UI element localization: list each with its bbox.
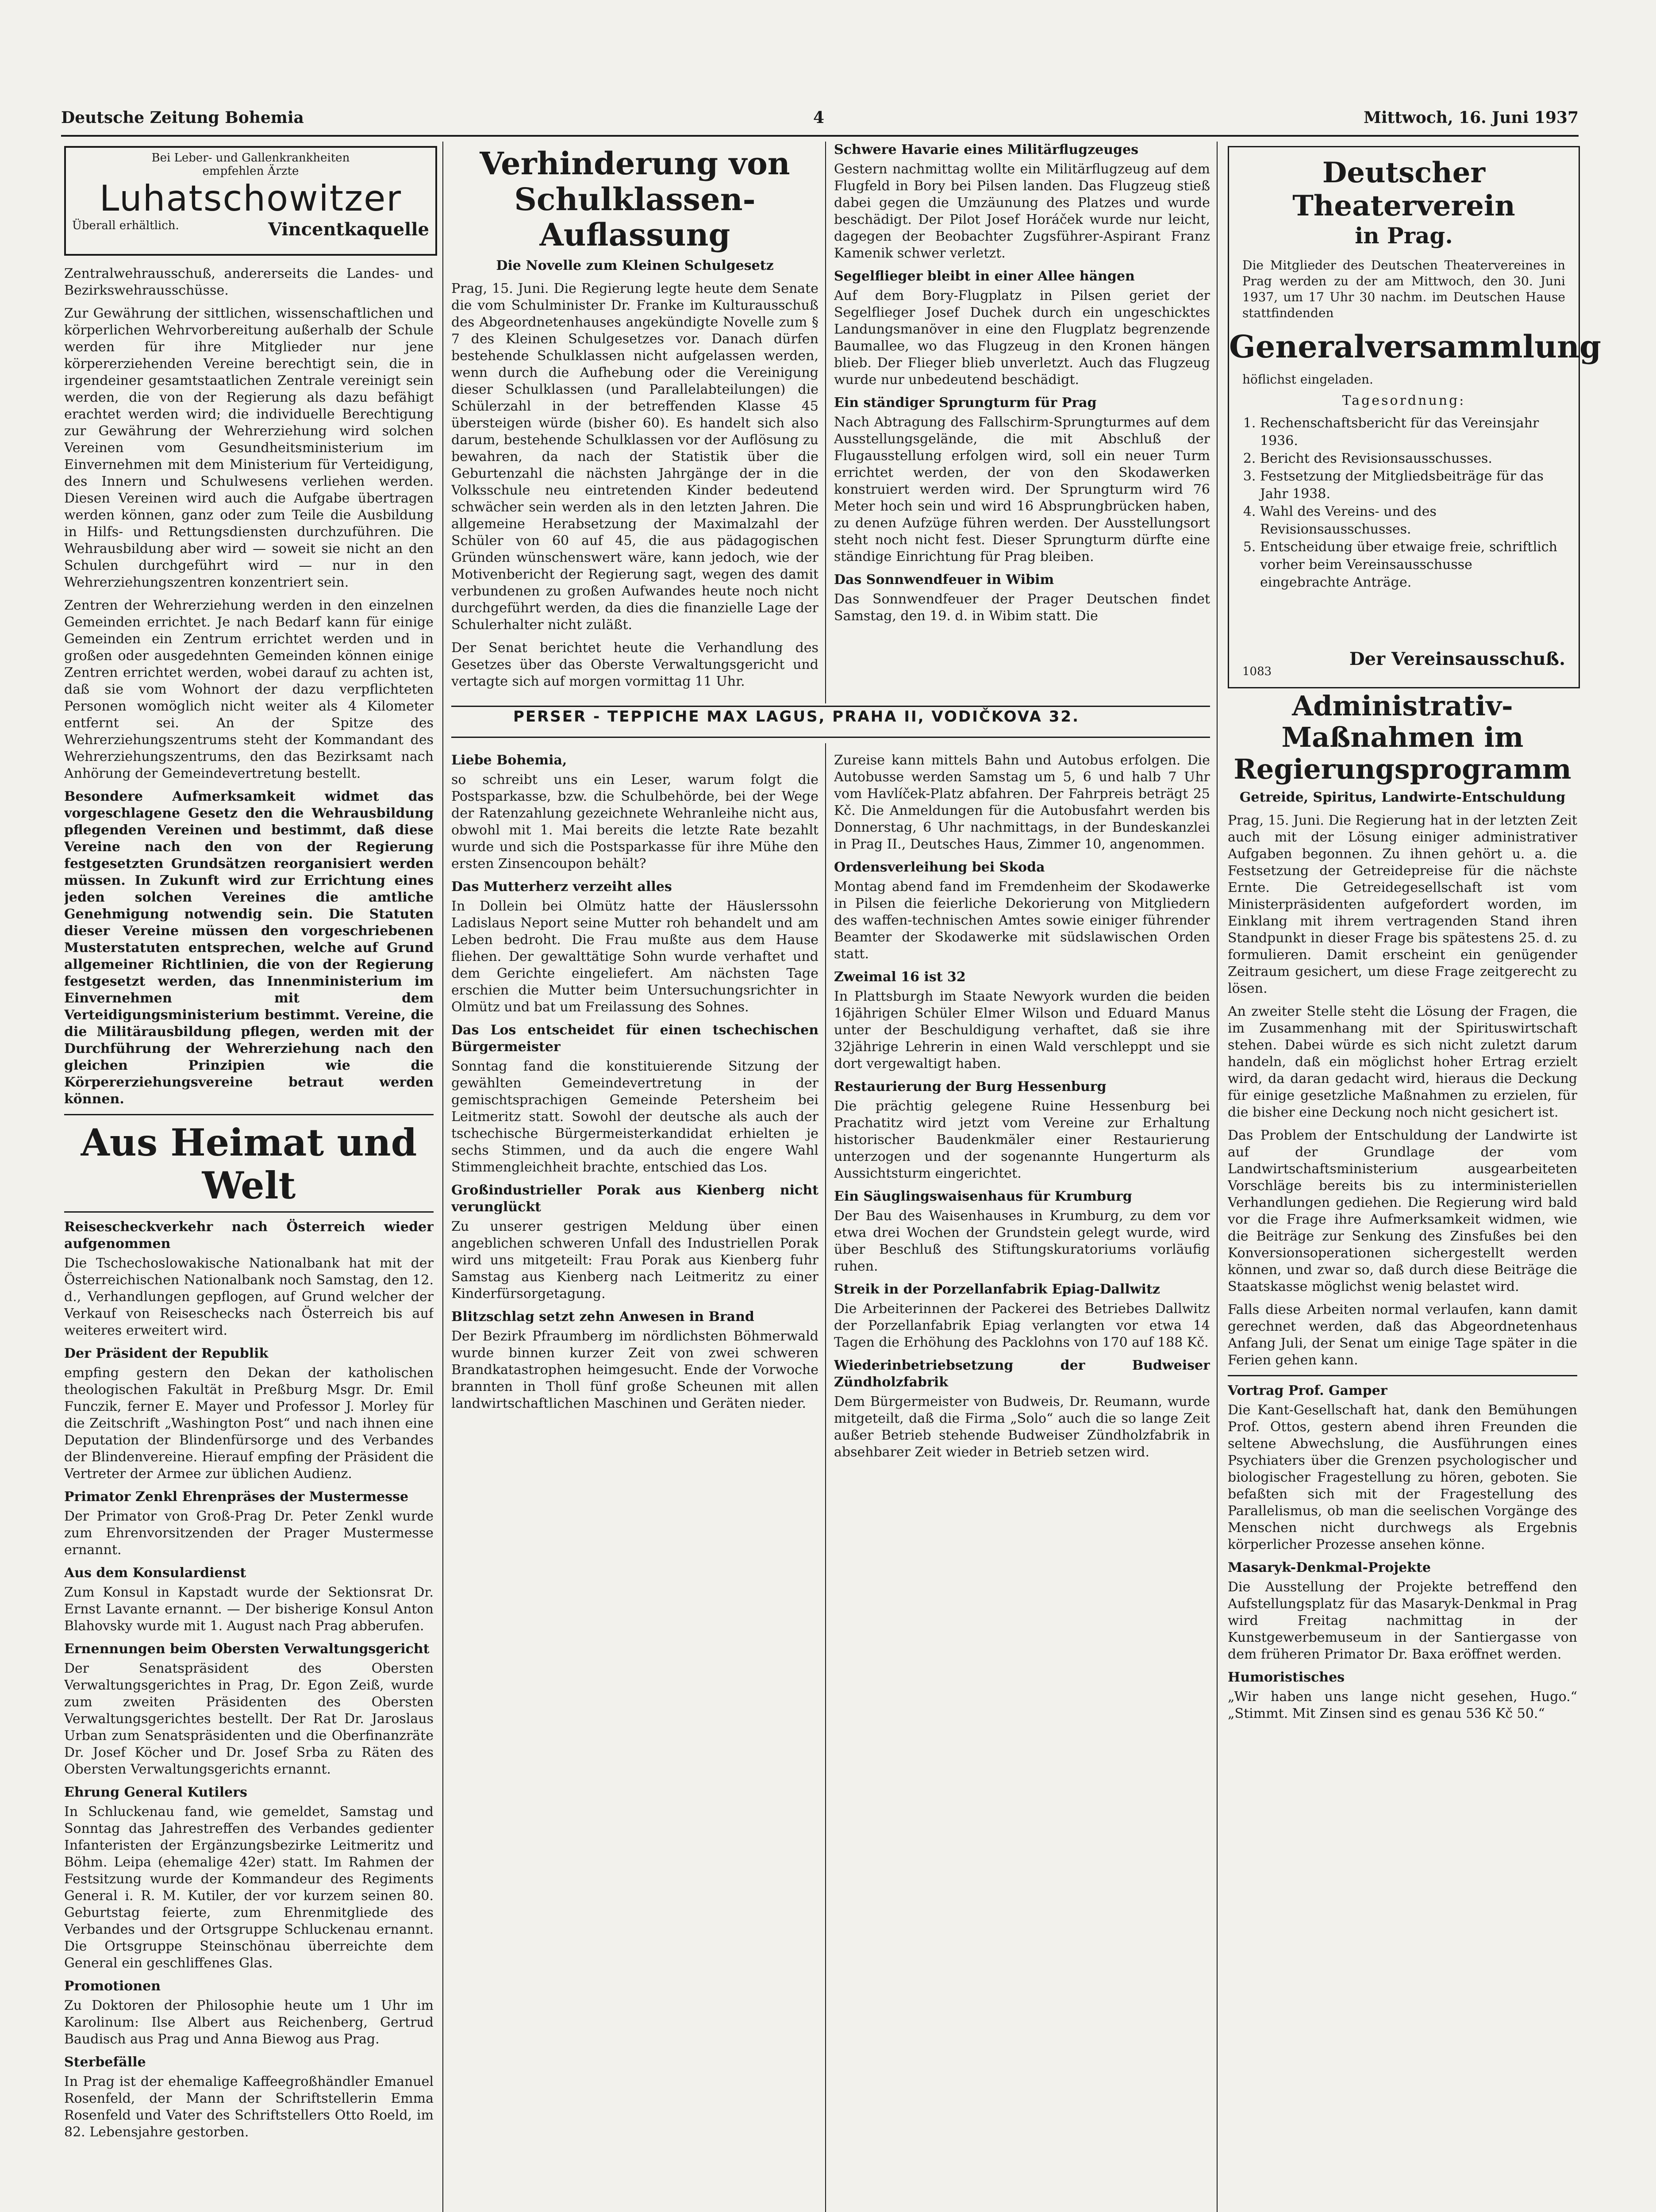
article-paragraph: Der Senat berichtet heute die Verhandlung des Gesetzes über das Oberste Verwaltungsgericht und vertagte sich auf morgen vormittag 11 Uhr. xyxy=(451,640,818,689)
item-text: Die Arbeiterinnen der Packerei des Betriebes Dallwitz der Porzellanfabrik Epiag verlangten vor etwa 14 Tagen die Erhöhung des Packlohns von 170 auf 188 Kč. xyxy=(834,1301,1210,1350)
item-title: Das Mutterherz verzeiht alles xyxy=(451,879,672,895)
ad-brand: Luhatschowitzer xyxy=(99,178,402,219)
item-text: „Wir haben uns lange nicht gesehen, Hugo.“ „Stimmt. Mit Zinsen sind es genau 536 Kč 50.“ xyxy=(1228,1689,1577,1721)
ad-line2: empfehlen Ärzte xyxy=(202,165,299,178)
section-title: Aus Heimat und Welt xyxy=(81,1121,417,1207)
agenda-item: 3. Festsetzung der Mitgliedsbeiträge für das Jahr 1938. xyxy=(1260,468,1565,503)
section-rule xyxy=(64,1211,434,1213)
banner-rule-top xyxy=(451,706,1210,707)
column-divider-2 xyxy=(825,142,826,703)
col1-paragraph: Besondere Aufmerksamkeit widmet das vorgeschlagene Gesetz den die Wehrausbildung pflegenden Vereinen und bestimmt, daß diese Vereine nach den von der Regierung festgesetzten Grundsätzen reorganisiert werden müssen. In Zukunft wird zur Errichtung eines jeden solchen Vereines die amtliche Genehmigung notwendig sein. Die Statuten dieser Vereine müssen den vorgeschriebenen Musterstatuten entsprechen, welche auf Grund allgemeiner Richtlinien, die von der Regierung festgesetzt werden, das Innenministerium im Einvernehmen mit dem Verteidigungsministerium bestimmt. Vereine, die die Militärausbildung pflegen, werden mit der Durchführung der Wehrerziehung nach den gleichen Prinzipien wie die Körpererziehungsvereine betraut werden können. xyxy=(64,789,434,1107)
item-text: In Plattsburgh im Staate Newyork wurden die beiden 16jährigen Schüler Elmer Wilson und Eduard Manus unter der Beschuldigung verhaftet, daß sie ihre 32jährige Lehrerin in einen Wald verschleppt und sie dort vergewaltigt haben. xyxy=(834,989,1210,1071)
item-title: Das Sonnwendfeuer in Wibim xyxy=(834,572,1054,588)
item-title: Promotionen xyxy=(64,1978,161,1994)
col1-paragraph: Zentralwehrausschuß, andererseits die Landes- und Bezirkswehrausschüsse. xyxy=(64,266,434,298)
item-text: Die Tschechoslowakische Nationalbank hat mit der Österreichischen Nationalbank noch Samstag, den 12. d., Verhandlungen gepflogen, auf Grund welcher der Verkauf von Reiseschecks nach Österreich bis auf weiteres erweitert wird. xyxy=(64,1256,434,1339)
item-text: Gestern nachmittag wollte ein Militärflugzeug auf dem Flugfeld in Bory bei Pilsen landen. Das Flugzeug stieß dabei gegen die Umzäunung des Platzes und wurde beschädigt. Der Pilot Josef Horáček wurde nur leicht, dagegen der Beobachter Zugsführer-Aspirant Franz Kamenik schwer verletzt. xyxy=(834,161,1210,261)
theater-signature: Der Vereinsausschuß. xyxy=(1349,649,1565,669)
item-text: Dem Bürgermeister von Budweis, Dr. Reumann, wurde mitgeteilt, daß die Firma „Solo“ auch die so lange Zeit außer Betrieb stehende Budweiser Zündholzfabrik in absehbarer Zeit wieder in Betrieb setzen wird. xyxy=(834,1394,1210,1460)
ad-foot xyxy=(66,219,435,240)
item-text: Nach Abtragung des Fallschirm-Sprungturmes auf dem Ausstellungsgelände, die mit Abschluß der Flugausstellung erfolgen wird, soll ein neuer Turm errichtet werden, der von den Skodawerken konstruiert werden wird. Der Sprungturm wird 76 Meter hoch sein und wird 16 Absprungbrücken haben, zu denen Aufzüge führen werden. Der Ausstellungsort steht noch nicht fest. Dieser Sprungturm dürfte eine ständige Einrichtung für Prag bleiben. xyxy=(834,415,1210,565)
item-text: Der Bau des Waisenhauses in Krumburg, zu dem vor etwa drei Wochen der Grundstein gelegt wurde, wird über Beschluß des Stiftungskuratoriums vorläufig ruhen. xyxy=(834,1208,1210,1274)
item-title: Der Präsident der Republik xyxy=(64,1346,269,1362)
item-title: Ein Säuglingswaisenhaus für Krumburg xyxy=(834,1189,1132,1204)
item-text: so schreibt uns ein Leser, warum folgt die Postsparkasse, bzw. die Schulbehörde, bei der Wege der Ratenzahlung gezeichnete Wehranleihe nicht aus, obwohl mit 1. Mai bereits die letzte Rate bezahlt wurde und sich die Postsparkasse für ihre Mühe den ersten Zinsencoupon behält? xyxy=(451,772,818,872)
article-paragraph: Prag, 15. Juni. Die Regierung legte heute dem Senate die vom Schulminister Dr. Franke im Kulturausschuß des Abgeordnetenhauses angekündigte Novelle zum § 7 des Kleinen Schulgesetzes vor. Danach dürfen bestehende Schulklassen nicht aufgelassen werden, wenn durch die Aufhebung oder die Vereinigung dieser Schulklassen (und Parallelabteilungen) die Schülerzahl in der betreffenden Klasse 45 übersteigen würde (bisher 60). Es handelt sich also darum, bestehende Schulklassen vor der Auflösung zu bewahren, da nach der Statistik über die Geburtenzahl die nächsten Jahrgänge der in die Volksschule neu eintretenden Kinder bedeutend schwächer sein werden als in den letzten Jahren. Die allgemeine Herabsetzung der Maximalzahl der Schüler von 60 auf 45, die aus pädagogischen Gründen wünschenswert wäre, kann jedoch, wie der Motivenbericht der Regierung sagt, wegen des damit verbundenen zu großen Aufwandes heute noch nicht durchgeführt werden, da dies die finanzielle Lage der Schulerhalter nicht zuläßt. xyxy=(451,280,818,633)
item-text: In Schluckenau fand, wie gemeldet, Samstag und Sonntag das Jahrestreffen des Verbandes gedienter Infanteristen der Ergänzungsbezirke Leitmeritz und Böhm. Leipa (ehemalige 42er) statt. Im Rahmen der Festsitzung wurde der Kommandeur des Regiments General i. R. M. Kutiler, der vor kurzem seinen 80. Geburtstag feierte, zum Ehrenmitgliede des Verbandes und der Ortsgruppe Schluckenau ernannt. Die Ortsgruppe Steinschönau überreichte dem General ein geschliffenes Glas. xyxy=(64,1804,434,1971)
item-text: Die Ausstellung der Projekte betreffend den Aufstellungsplatz für das Masaryk-Denkmal in Prag wird Freitag nachmittag in der Kunstgewerbemuseum in der Santiergasse von dem früheren Primator Dr. Baxa eröffnet werden. xyxy=(1228,1579,1577,1662)
item-text: In Prag ist der ehemalige Kaffeegroßhändler Emanuel Rosenfeld, der Mann der Schriftstellerin Emma Rosenfeld und Vater des Schriftstellers Otto Roeld, im 82. Lebensjahre gestorben. xyxy=(64,2074,434,2140)
article-subhead: Getreide, Spiritus, Landwirte-Entschuldung xyxy=(1239,789,1566,805)
col1-paragraph: Zentren der Wehrerziehung werden in den einzelnen Gemeinden errichtet. Je nach Bedarf kann für einige Gemeinden ein Zentrum errichtet werden und in großen oder ausgedehnten Gemeinden können einige Zentren errichtet werden, wobei darauf zu achten ist, daß sie vom Wohnort der dazu verpflichteten Personen womöglich nicht weiter als 4 Kilometer entfernt sei. An der Spitze des Wehrerziehungszentrums steht der Kommandant des Wehrerziehungszentrums, den das Bezirksamt nach Anhörung der Gemeindevertretung bestellt. xyxy=(64,598,434,781)
item-title: Wiederinbetriebsetzung der Budweiser Zündholzfabrik xyxy=(834,1358,1210,1390)
ad-foot-left: Überall erhältlich. xyxy=(72,219,179,232)
article-headline: Verhinderung von Schulklassen-Auflassung xyxy=(480,145,790,253)
article-paragraph: Das Problem der Entschuldung der Landwirte ist auf der Grundlage der vom Landwirtschaftsministerium ausgearbeiteten Vorschläge bereits bis zu interministeriellen Verhandlungen gediehen. Die Regierung wird bald vor die Frage ihre Aufmerksamkeit widmen, wie die Beiträge zur Senkung des Zinsfußes bei den Konversionsoperationen sichergestellt werden können, und zwar so, daß durch diese Beiträge die Staatskasse möglichst wenig belastet wird. xyxy=(1228,1127,1577,1294)
article-subhead: Die Novelle zum Kleinen Schulgesetz xyxy=(496,257,774,273)
ad-line1: Bei Leber- und Gallenkrankheiten xyxy=(151,151,350,165)
item-text: Der Bezirk Pfraumberg im nördlichsten Böhmerwald wurde binnen kurzer Zeit von zwei schweren Brandkatastrophen heimgesucht. Ende der Vorwoche brannten in Tholl fünf große Scheunen mit allen landwirtschaftlichen Maschinen und Geräten nieder. xyxy=(451,1329,818,1411)
item-title: Zweimal 16 ist 32 xyxy=(834,969,966,985)
item-title: Primator Zenkl Ehrenpräses der Mustermesse xyxy=(64,1489,409,1505)
item-title: Reisescheckverkehr nach Österreich wieder aufgenommen xyxy=(64,1219,434,1252)
item-text: empfing gestern den Dekan der katholischen theologischen Fakultät in Preßburg Msgr. Dr. Emil Funczik, ferner E. Mayer und Professor J. Morley für die Zeitschrift „Washington Post“ und nach ihnen eine Deputation der Blindenfürsorge und des Verbandes der Blindenvereine. Hierauf empfing der Präsident die Vertreter der Armee zur üblichen Audienz. xyxy=(64,1365,434,1482)
article-paragraph: Falls diese Arbeiten normal verlaufen, kann damit gerechnet werden, daß das Abgeordnetenhaus Anfang Juli, der Senat um einige Tage später in die Ferien gehen kann. xyxy=(1228,1302,1577,1368)
item-title: Sterbefälle xyxy=(64,2055,146,2070)
page-number: 4 xyxy=(813,108,825,127)
ad-foot-right: Vincentkaquelle xyxy=(268,219,429,240)
item-text: Montag abend fand im Fremdenheim der Skodawerke in Pilsen die feierliche Dekorierung von Mitgliedern des waffen-technischen Amtes sowie einiger führender Beamter der Skodawerke mit südslawischen Orden statt. xyxy=(834,879,1210,962)
issue-date: Mittwoch, 16. Juni 1937 xyxy=(1364,108,1579,127)
item-text: Der Primator von Groß-Prag Dr. Peter Zenkl wurde zum Ehrenvorsitzenden der Prager Mustermesse ernannt. xyxy=(64,1509,434,1558)
agenda-item: 2. Bericht des Revisionsausschusses. xyxy=(1260,450,1565,468)
theater-agenda-title: Tagesordnung: xyxy=(1342,393,1466,408)
banner-rule-bottom xyxy=(451,737,1210,738)
agenda-item: 5. Entscheidung über etwaige freie, schriftlich vorher beim Vereinsausschusse eingebrachte Anträge. xyxy=(1260,538,1565,591)
article-paragraph: Prag, 15. Juni. Die Regierung hat in der letzten Zeit auch mit der Lösung einiger administrativer Aufgaben begonnen. Zu ihnen gehört u. a. die Festsetzung der Getreidepreise für die nächste Ernte. Die Getreidegesellschaft ist vom Ministerpräsidenten aufgefordert worden, im Einklang mit ihrem vertragenden Stand ihren Standpunkt in dieser Frage bis spätestens 25. d. zu formulieren. Damit erscheint ein genügender Zeitraum gesichert, um diese Frage zeitgerecht zu lösen. xyxy=(1228,812,1577,996)
item-text: Auf dem Bory-Flugplatz in Pilsen geriet der Segelflieger Josef Duchek durch ein ungeschicktes Landungsmanöver in eine den Flugplatz begrenzende Baumallee, wo das Flugzeug in den Kronen hängen blieb. Der Flieger blieb unverletzt. Auch das Flugzeug wurde nur unbedeutend beschädigt. xyxy=(834,288,1210,388)
item-title: Ehrung General Kutilers xyxy=(64,1785,247,1801)
theater-intro: Die Mitglieder des Deutschen Theatervereines in Prag werden zu der am Mittwoch, den 30. Juni 1937, um 17 Uhr 30 nachm. im Deutschen Hause stattfindenden xyxy=(1242,258,1565,320)
item-text: Der Senatspräsident des Obersten Verwaltungsgerichtes in Prag, Dr. Egon Zeiß, wurde zum zweiten Präsidenten des Obersten Verwaltungsgerichtes bestellt. Der Rat Dr. Jaroslaus Urban zum Senatspräsidenten und die Oberfinanzräte Dr. Josef Köcher und Dr. Josef Srba zu Räten des Obersten Verwaltungsgerichts ernannt. xyxy=(64,1661,434,1778)
column-divider-1 xyxy=(442,142,443,2212)
theater-title: Deutscher Theaterverein xyxy=(1292,156,1515,223)
theater-invite: höflichst eingeladen. xyxy=(1242,372,1373,387)
section-rule xyxy=(64,1114,434,1115)
item-text: Zu Doktoren der Philosophie heute um 1 Uhr im Karolinum: Ilse Albert aus Reichenberg, Gertrud Baudisch aus Prag und Anna Biewog aus Prag. xyxy=(64,1998,434,2047)
column-4 xyxy=(1228,690,1577,2212)
item-title: Ordensverleihung bei Skoda xyxy=(834,860,1045,875)
item-text: Zu unserer gestrigen Meldung über einen angeblichen schweren Unfall des Industriellen Porak wird uns mitgeteilt: Frau Porak aus Kienberg fuhr Samstag aus Kienberg nach Leitmeritz zu einer Kinderfürsorgetagung. xyxy=(451,1219,818,1302)
page-header xyxy=(61,108,1579,135)
agenda-item: 1. Rechenschaftsbericht für das Vereinsjahr 1936. xyxy=(1260,415,1565,450)
column-2-top xyxy=(451,142,818,699)
section-rule xyxy=(1228,1375,1577,1376)
item-text: Zureise kann mittels Bahn und Autobus erfolgen. Die Autobusse werden Samstag um 5, 6 und halb 7 Uhr vom Havlíček-Platz abfahren. Der Fahrpreis beträgt 25 Kč. Die Anmeldungen für die Autobusfahrt werden bis Donnerstag, 6 Uhr nachmittags, in der Bundeskanzlei in Prag II., Deutsches Haus, Zimmer 10, angenommen. xyxy=(834,753,1210,852)
theater-headline: Generalversammlung xyxy=(1229,328,1601,365)
column-divider-2b xyxy=(825,743,826,2212)
ad-luhatschowitz xyxy=(64,146,437,256)
item-title: Masaryk-Denkmal-Projekte xyxy=(1228,1559,1431,1575)
ad-theaterverein xyxy=(1228,146,1601,688)
item-title: Segelflieger bleibt in einer Allee hängen xyxy=(834,269,1135,284)
item-text: Zum Konsul in Kapstadt wurde der Sektionsrat Dr. Ernst Lavante ernannt. — Der bisherige Konsul Anton Blahovsky wurde mit 1. August nach Prag abberufen. xyxy=(64,1585,434,1634)
item-title: Humoristisches xyxy=(1228,1669,1345,1685)
carpet-ad-banner: PERSER - TEPPICHE MAX LAGUS, PRAHA II, VODIČKOVA 32. xyxy=(513,708,1080,726)
item-text: Das Sonnwendfeuer der Prager Deutschen findet Samstag, den 19. d. in Wibim statt. Die xyxy=(834,591,1210,624)
col1-paragraph: Zur Gewährung der sittlichen, wissenschaftlichen und körperlichen Wehrvorbereitung außerhalb der Schule werden für ihre Mitglieder nur jene körpererziehenden Vereine berechtigt sein, die in irgendeiner gesamtstaatlichen Zentrale vereinigt sein werden, die von der Regierung als dazu befähigt erachtet werden wird; die individuelle Berechtigung zur Gewährung der Wehrerziehung wird solchen Vereinen vom Gesundheitsministerium im Einvernehmen mit dem Ministerium für Verteidigung, des Innern und Schulwesens verliehen werden. Diesen Vereinen wird auch die Aufgabe übertragen werden können, ganz oder zum Teile die Ausbildung in Hilfs- und Rettungsdiensten durchzuführen. Die Wehrausbildung aber wird — soweit sie nicht an den Schulen durchgeführt wird — nur in den Wehrerziehungszentren konzentriert sein. xyxy=(64,306,434,590)
item-text: Die prächtig gelegene Ruine Hessenburg bei Prachatitz wird jetzt vom Vereine zur Erhaltung historischer Baudenkmäler einer Restaurierung unterzogen und der sogenannte Hungerturm als Aussichtsturm eingerichtet. xyxy=(834,1098,1210,1181)
item-title: Vortrag Prof. Gamper xyxy=(1228,1382,1387,1398)
theater-agenda xyxy=(1229,415,1579,591)
theater-subtitle: in Prag. xyxy=(1355,223,1453,249)
item-title: Restaurierung der Burg Hessenburg xyxy=(834,1079,1107,1094)
article-headline: Administrativ-Maßnahmen im Regierungsprogramm xyxy=(1233,690,1571,785)
column-divider-3 xyxy=(1217,142,1218,2212)
item-title: Großindustrieller Porak aus Kienberg nicht verunglückt xyxy=(451,1183,818,1215)
header-rule xyxy=(61,135,1579,137)
item-text: Die Kant-Gesellschaft hat, dank den Bemühungen Prof. Ottos, gestern abend ihren Freunden die seltene Abwechslung, die Ausführungen eines Psychiaters über die Grenzen psychologischer und biologischer Fragestellung zu hören, geboten. Sie befaßten sich mit der Fragestellung des Parallelismus, ob man die seelischen Vorgänge des Menschen nicht durchwegs als Ergebnis körperlicher Prozesse ansehen könne. xyxy=(1228,1402,1577,1552)
item-title: Blitzschlag setzt zehn Anwesen in Brand xyxy=(451,1309,754,1325)
column-3-top xyxy=(834,142,1210,699)
agenda-item: 4. Wahl des Vereins- und des Revisionsausschusses. xyxy=(1260,503,1565,538)
item-title: Streik in der Porzellanfabrik Epiag-Dallwitz xyxy=(834,1282,1160,1297)
column-1 xyxy=(64,265,434,2212)
item-title: Aus dem Konsulardienst xyxy=(64,1565,246,1581)
article-paragraph: An zweiter Stelle steht die Lösung der Fragen, die im Zusammenhang mit der Spirituswirtschaft stehen. Dabei würde es sich nicht zuletzt darum handeln, daß ein möglichst hoher Ertrag erzielt wird, da daran gedacht wird, hieraus die Deckung für einige gesetzliche Maßnahmen zu erzielen, für die bisher eine Deckung noch nicht gesichert ist. xyxy=(1228,1003,1577,1120)
item-title: Das Los entscheidet für einen tschechischen Bürgermeister xyxy=(451,1022,818,1055)
item-title: Ein ständiger Sprungturm für Prag xyxy=(834,395,1097,411)
column-2-bottom xyxy=(451,752,818,2212)
theater-code: 1083 xyxy=(1242,665,1272,678)
newspaper-name: Deutsche Zeitung Bohemia xyxy=(61,108,304,127)
item-text: In Dollein bei Olmütz hatte der Häuslerssohn Ladislaus Neport seine Mutter roh behandelt und am Leben bedroht. Die Frau mußte aus dem Hause fliehen. Der gewalttätige Sohn wurde verhaftet und dem Gerichte eingeliefert. Am nächsten Tage erschien die Mutter beim Untersuchungsrichter in Olmütz und bat um Freilassung des Sohnes. xyxy=(451,899,818,1015)
item-title: Schwere Havarie eines Militärflugzeuges xyxy=(834,142,1139,157)
item-text: Sonntag fand die konstituierende Sitzung der gewählten Gemeindevertretung in der gemischtsprachigen Gemeinde Petersheim bei Leitmeritz statt. Sowohl der deutsche als auch der tschechische Bürgermeisterkandidat erhielten je sechs Stimmen, und da auch die engere Wahl Stimmengleichheit brachte, entschied das Los. xyxy=(451,1059,818,1175)
item-title: Ernennungen beim Obersten Verwaltungsgericht xyxy=(64,1641,430,1657)
column-3-bottom xyxy=(834,752,1210,2212)
item-title: Liebe Bohemia, xyxy=(451,753,567,768)
